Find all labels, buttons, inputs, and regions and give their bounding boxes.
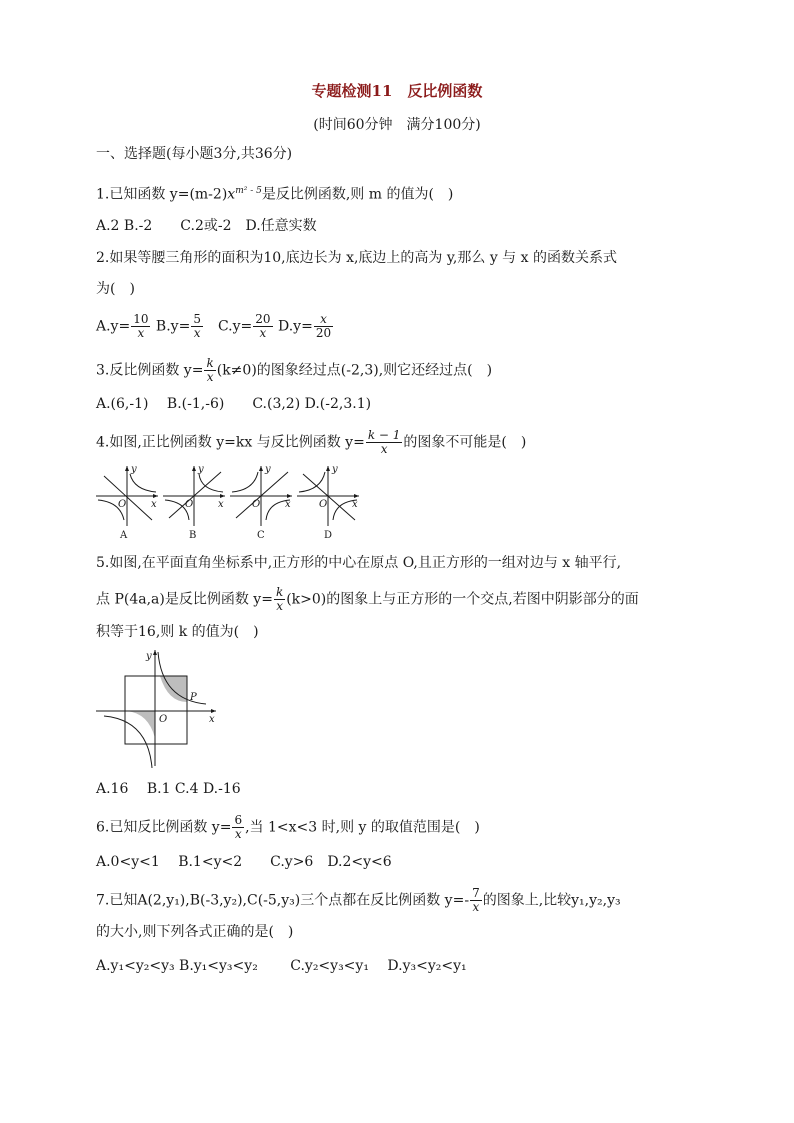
q4-b-y-label: y xyxy=(198,464,204,475)
q3-post: (k≠0)的图象经过点(-2,3),则它还经过点( ) xyxy=(216,362,493,379)
q5-point-label: P xyxy=(190,692,197,703)
question-7-stem xyxy=(96,887,621,914)
q2-d-fraction: $\frac{x}{20}$ xyxy=(315,312,332,340)
q4-pre: 4.如图,正比例函数 y=kx 与反比例函数 y= xyxy=(96,434,365,451)
q7-post: 的图象上,比较y₁,y₂,y₃ xyxy=(482,892,621,909)
q6-fraction: $\frac{6}{x}$ xyxy=(234,813,243,841)
question-7-options: A.y₁<y₂<y₃ B.y₁<y₃<y₂ C.y₂<y₃<y₁ D.y₃<y₂<y₁ xyxy=(96,958,467,974)
question-2-options xyxy=(96,313,334,340)
question-1-stem xyxy=(96,181,453,205)
q4-c-origin: O xyxy=(252,499,261,510)
question-5-line-2 xyxy=(96,586,639,613)
q6-pre: 6.已知反比例函数 y= xyxy=(96,819,232,836)
q5-post: (k>0)的图象上与正方形的一个交点,若图中阴影部分的面 xyxy=(286,591,639,608)
question-2-line-1: 2.如果等腰三角形的面积为10,底边长为 x,底边上的高为 y,那么 y 与 x 的函数关系式 xyxy=(96,250,617,266)
q4-label-a: A xyxy=(120,530,128,541)
q3-fraction: $\frac{k}{x}$ xyxy=(206,356,214,384)
page-subtitle: (时间60分钟 满分100分) xyxy=(313,117,481,133)
q7-fraction: $\frac{7}{x}$ xyxy=(472,886,480,914)
question-5-line-3: 积等于16,则 k 的值为( ) xyxy=(96,624,259,640)
q4-d-y-label: y xyxy=(332,464,338,475)
q6-post: ,当 1<x<3 时,则 y 的取值范围是( ) xyxy=(245,819,480,836)
q3-pre: 3.反比例函数 y= xyxy=(96,362,204,379)
q4-label-c: C xyxy=(257,530,265,541)
q4-graph-c xyxy=(230,466,292,526)
question-6-stem xyxy=(96,814,480,841)
q4-graph-d xyxy=(297,466,359,526)
question-1-options: A.2 B.-2 C.2或-2 D.任意实数 xyxy=(96,218,317,234)
q5-fraction: $\frac{k}{x}$ xyxy=(275,585,284,613)
question-2-line-2: 为( ) xyxy=(96,281,135,297)
q4-post: 的图象不可能是( ) xyxy=(403,434,527,451)
q4-d-origin: O xyxy=(319,499,328,510)
question-5-options: A.16 B.1 C.4 D.-16 xyxy=(96,781,241,797)
q4-label-d: D xyxy=(324,530,333,541)
q7-pre: 7.已知A(2,y₁),B(-3,y₂),C(-5,y₃)三个点都在反比例函数 y=- xyxy=(96,892,470,909)
q4-a-x-label: x xyxy=(151,499,157,510)
q1-stem-b: 是反比例函数,则 m 的值为( ) xyxy=(261,186,454,203)
question-6-options: A.0<y<1 B.1<y<2 C.y>6 D.2<y<6 xyxy=(96,854,392,870)
q4-graph-a xyxy=(96,466,158,526)
q4-graph-b xyxy=(163,466,225,526)
page-title: 专题检测11 反比例函数 xyxy=(311,82,483,100)
q4-d-x-label: x xyxy=(352,499,358,510)
question-4-stem xyxy=(96,429,526,456)
q1-exponent: m² - 5 xyxy=(235,186,262,196)
question-7-line-2: 的大小,则下列各式正确的是( ) xyxy=(96,924,294,940)
question-5-line-1: 5.如图,在平面直角坐标系中,正方形的中心在原点 O,且正方形的一组对边与 x 轴平行, xyxy=(96,555,622,571)
q2-c-pre: C.y= xyxy=(203,318,253,335)
q4-c-x-label: x xyxy=(285,499,291,510)
q2-c-fraction: $\frac{20}{x}$ xyxy=(255,312,271,340)
q2-b-pre: B.y= xyxy=(151,318,191,335)
q2-a-pre: A.y= xyxy=(96,318,131,335)
question-3-options: A.(6,-1) B.(-1,-6) C.(3,2) D.(-2,3.1) xyxy=(96,396,372,412)
q5-x-label: x xyxy=(209,714,215,725)
q1-stem-a: 1.已知函数 y=(m-2) xyxy=(96,186,228,203)
q4-b-origin: O xyxy=(185,499,194,510)
q4-b-x-label: x xyxy=(218,499,224,510)
q2-b-fraction: $\frac{5}{x}$ xyxy=(193,312,201,340)
q5-figure xyxy=(94,646,224,774)
q4-fraction: $\frac{k - 1}{x}$ xyxy=(367,428,401,456)
section-heading: 一、选择题(每小题3分,共36分) xyxy=(96,146,293,162)
q4-figure xyxy=(94,462,364,542)
q5-pre: 点 P(4a,a)是反比例函数 y= xyxy=(96,591,273,608)
q4-a-origin: O xyxy=(118,499,127,510)
q2-d-pre: D.y= xyxy=(273,318,313,335)
q4-label-b: B xyxy=(189,530,197,541)
question-3-stem xyxy=(96,357,492,384)
q1-base: x xyxy=(227,186,236,203)
q4-c-y-label: y xyxy=(265,464,271,475)
q4-a-y-label: y xyxy=(131,464,137,475)
q2-a-fraction: $\frac{10}{x}$ xyxy=(133,312,149,340)
q5-origin-label: O xyxy=(159,714,168,725)
q5-y-label: y xyxy=(146,651,152,662)
